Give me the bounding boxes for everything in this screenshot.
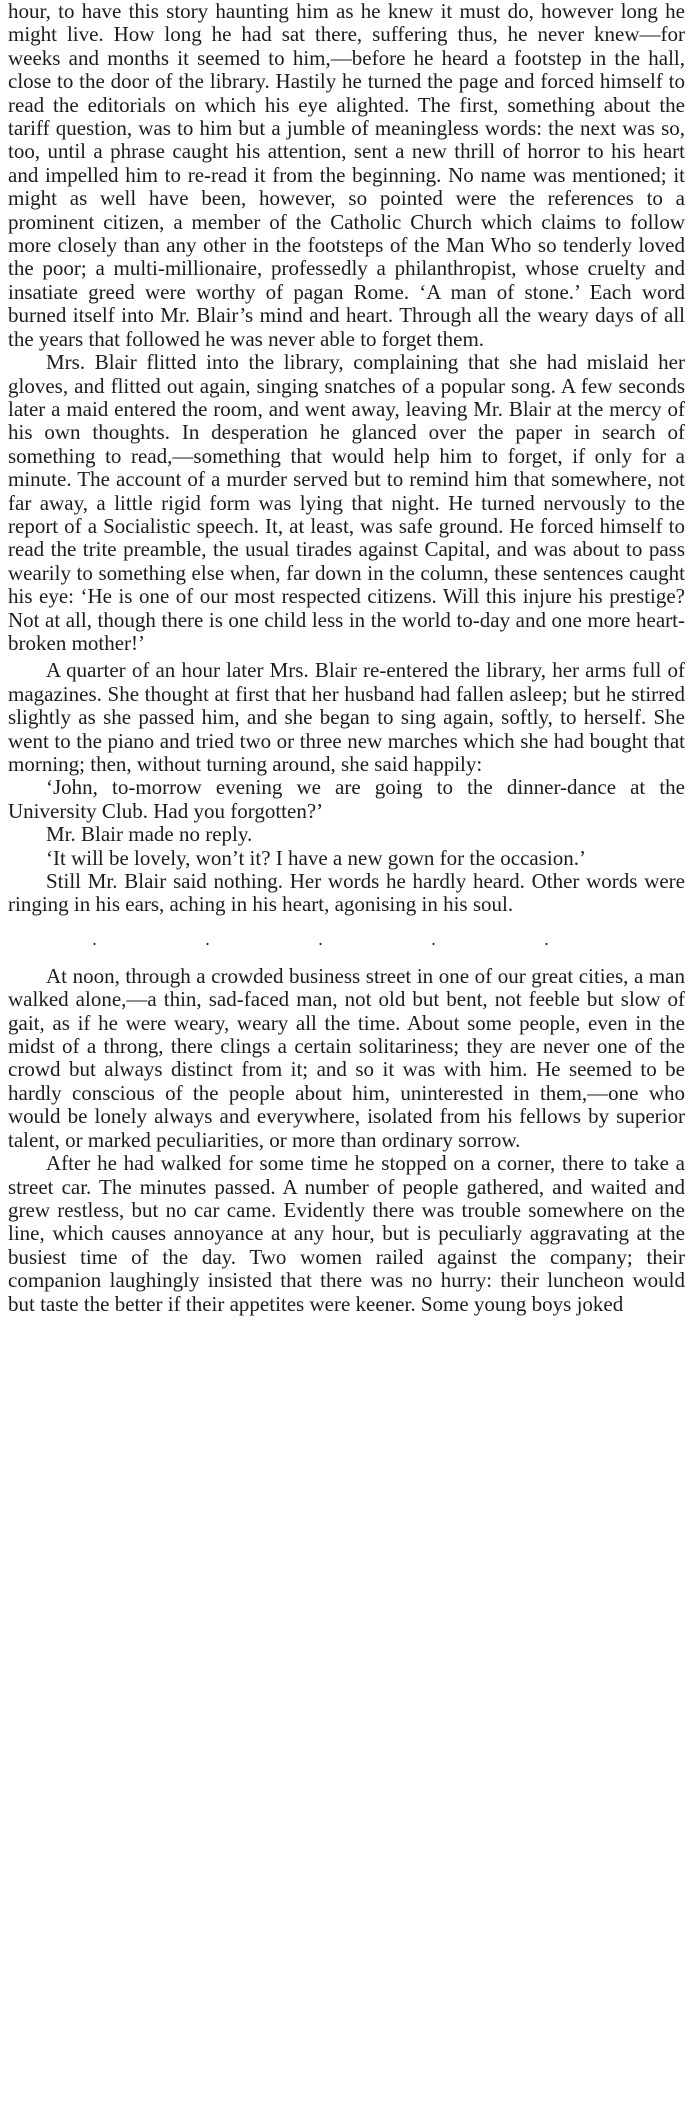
paragraph-dialogue: ‘It will be lovely, won’t it? I have a new gown for the occasion.’	[46, 845, 587, 870]
paragraph-dialogue: Mr. Blair made no reply.	[46, 822, 253, 847]
paragraph: After he had walked for some time he stopped on a corner, there to take a street car. The minutes passed. A number of people gathered, and waited and grew restless, but no car came. Evidently there was trouble somewhere on the line, which causes annoyance at any hour, but is peculiarly aggravating at the busiest time of the day. Two women railed against the company; their companion laughingly insisted that there was no hurry: their luncheon would but taste the better if their appetites were keener. Some young boys joked	[8, 1151, 685, 1316]
section-break-dots: . . . . .	[92, 928, 601, 949]
paragraph-continuation: hour, to have this story haunting him as he knew it must do, however long he might live. How long he had sat there, suffering thus, he never knew—for weeks and months it seemed to him,—before he heard a footstep in the hall, close to the door of the library. Hastily he turned the page and forced himself to read the editorials on which his eye alighted. The first, something about the tariff question, was to him but a jumble of meaningless words: the next was so, too, until a phrase caught his attention, sent a new thrill of horror to his heart and impelled him to re-read it from the beginning. No name was mentioned; it might as well have been, however, so pointed were the references to a prominent citizen, a member of the Catholic Church which claims to follow more closely than any other in the footsteps of the Man Who so tenderly loved the poor; a multi-millionaire, professedly a philanthropist, whose cruelty and insatiate greed were worthy of pagan Rome. ‘A man of stone.’ Each word burned itself into Mr. Blair’s mind and heart. Through all the weary days of all the years that followed he was never able to forget them.	[8, 0, 685, 351]
paragraph: A quarter of an hour later Mrs. Blair re-entered the library, her arms full of magazines. She thought at first that her husband had fallen asleep; but he stirred slightly as she passed him, and she began to sing again, softly, to herself. She went to the piano and tried two or three new marches which she had bought that morning; then, without turning around, she said happily:	[8, 658, 685, 776]
paragraph-dialogue: ‘John, to-morrow evening we are going to the dinner-dance at the University Club. Had you forgotten?’	[8, 775, 685, 823]
paragraph: Still Mr. Blair said nothing. Her words he hardly heard. Other words were ringing in his ears, aching in his heart, agonising in his soul.	[8, 869, 685, 917]
paragraph: Mrs. Blair flitted into the library, complaining that she had mislaid her gloves, and flitted out again, singing snatches of a popular song. A few seconds later a maid entered the room, and went away, leaving Mr. Blair at the mercy of his own thoughts. In desperation he glanced over the paper in search of something to read,—something that would help him to forget, if only for a minute. The account of a murder served but to remind him that somewhere, not far away, a little rigid form was lying that night. He turned nervously to the report of a Socialistic speech. It, at least, was safe ground. He forced himself to read the trite preamble, the usual tirades against Capital, and was about to pass wearily to something else when, far down in the column, these sentences caught his eye: ‘He is one of our most respected citizens. Will this injure his prestige? Not at all, though there is one child less in the world to-day and one more heart-broken mother!’	[8, 350, 685, 655]
paragraph: At noon, through a crowded business street in one of our great cities, a man walked alone,—a thin, sad-faced man, not old but bent, not feeble but slow of gait, as if he were weary, weary all the time. About some people, even in the midst of a throng, there clings a certain solitariness; they are never one of the crowd but always distinct from it; and so it was with him. He seemed to be hardly conscious of the people about him, uninterested in them,—one who would be lonely always and everywhere, isolated from his fellows by superior talent, or marked peculiarities, or more than ordinary sorrow.	[8, 963, 685, 1152]
